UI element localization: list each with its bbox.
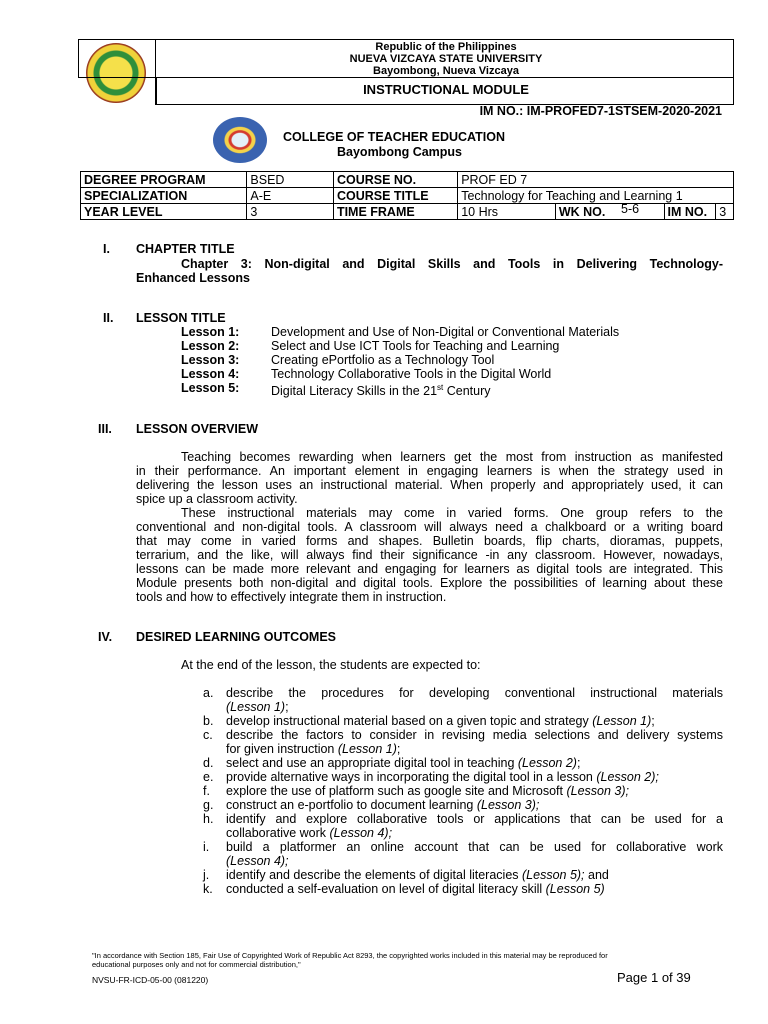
list-item [203,882,723,896]
list-item [181,353,495,367]
item-text: identify and explore collaborative tools or applications that can be used for a [226,812,723,826]
paragraph-line: that may come in varied forms and shapes. Bulletin boards, flip charts, dioramas, puppets, [136,534,723,548]
specialization-value: A-E [247,188,334,204]
item-text: build a platformer an online account that can be used for collaborative work [226,840,723,854]
paragraph-line: in their performance. An important element in engaging learners is when the strategy used in [136,464,723,478]
paragraph-line: lessons can be made more relevant and engaging for learners as digital tools are integrated. This [136,562,723,576]
item-punct: ; [576,756,581,770]
lesson-label: Lesson 4: [181,367,240,381]
item-text-cont [226,700,289,714]
list-item [203,840,723,868]
list-item [181,367,552,381]
lesson-ref: (Lesson 1) [337,742,397,756]
item-text-main: select and use an appropriate digital tool in teaching [226,756,518,770]
item-letter: b. [203,714,214,728]
paragraph-line: terrarium, and the like, will always find their significance -in any classroom. However, nowadays, [136,548,723,562]
table-row [81,172,734,188]
lesson-ref: (Lesson 3); [476,798,540,812]
item-text: describe the procedures for developing conventional instructional materials [226,686,723,700]
item-text: describe the factors to consider in revising media selections and delivery systems [226,728,723,742]
time-frame-label: TIME FRAME [333,204,457,220]
paragraph-line: Module presents both non-digital and digital tools. Explore the possibilities of learning about these [136,576,723,590]
item-text [226,756,580,770]
section-4-number: IV. [98,630,113,644]
lesson-label: Lesson 5: [181,381,240,395]
item-text [226,798,539,812]
list-item [181,381,491,399]
outcomes-list [203,686,723,896]
section-2-title: LESSON TITLE [136,311,226,325]
year-level-value: 3 [247,204,334,220]
wk-no-value-display: 5-6 [621,202,640,216]
lesson-label: Lesson 1: [181,325,240,339]
item-text-main: identify and describe the elements of digital literacies [226,868,522,882]
header-republic-block [157,41,735,77]
footnote-line: "In accordance with Section 185, Fair Use of Copyrighted Work of Republic Act 8293, the copyrighted works included in this material may be reproduced for [92,951,608,960]
item-text [226,784,629,798]
overview-paragraph-1 [136,450,723,506]
chapter-title-line1: Chapter 3: Non-digital and Digital Skills and Tools in Delivering Technology- [181,257,723,271]
college-name: COLLEGE OF TEACHER EDUCATION [283,130,505,144]
section-3-title: LESSON OVERVIEW [136,422,259,436]
list-item [203,784,723,798]
lesson-label: Lesson 3: [181,353,240,367]
item-punct: ; [285,700,289,714]
section-1-title: CHAPTER TITLE [136,242,235,256]
section-1-number: I. [103,242,110,256]
course-no-value: PROF ED 7 [458,172,734,188]
course-no-label: COURSE NO. [333,172,457,188]
paragraph-line: conventional and non-digital tools. A classroom will always need a chalkboard or a writing board [136,520,723,534]
item-text [226,868,609,882]
item-text-main: for given instruction [226,742,338,756]
header-republic: Republic of the Philippines [375,41,517,53]
item-text-main: conducted a self-evaluation on level of digital literacy skill [226,882,546,896]
course-title-value: Technology for Teaching and Learning 1 [458,188,734,204]
form-code: NVSU-FR-ICD-05-00 (081220) [92,975,209,985]
item-text [226,714,655,728]
time-frame-value: 10 Hrs [458,204,556,220]
item-text-main: explore the use of platform such as google site and Microsoft [226,784,567,798]
item-punct: ; [651,714,655,728]
section-2-number: II. [103,311,114,325]
item-punct: ; [396,742,401,756]
item-letter: g. [203,798,214,812]
document-header [78,39,734,105]
lesson-ref: (Lesson 5); [522,868,585,882]
campus-name: Bayombong Campus [337,145,463,159]
item-text-main: construct an e-portfolio to document learning [226,798,477,812]
list-item [203,756,723,770]
outcomes-intro: At the end of the lesson, the students are expected to: [181,658,481,672]
list-item [181,339,560,353]
course-title-label: COURSE TITLE [333,188,457,204]
item-letter: j. [203,868,210,882]
list-item [203,686,723,714]
item-text [226,770,659,784]
lesson-ref: (Lesson 1) [226,700,286,714]
paragraph-line: spice up a classroom activity. [136,492,298,506]
lesson-ref: (Lesson 1) [592,714,652,728]
im-no-value: 3 [716,204,734,220]
paragraph-line: Teaching becomes rewarding when learners get the most from instruction as manifested [181,450,723,464]
lesson-title [271,381,491,398]
lesson-ref: (Lesson 2); [596,770,659,784]
degree-program-value: BSED [247,172,334,188]
list-item [203,798,723,812]
footnote-line: educational purposes only and not for commercial distribution," [92,960,301,969]
item-text-cont [226,854,289,868]
lesson-ref: (Lesson 2) [517,756,577,770]
item-letter: f. [203,784,210,798]
overview-paragraph-2 [136,506,723,604]
section-4-title: DESIRED LEARNING OUTCOMES [136,630,337,644]
list-item [203,812,723,840]
section-3-number: III. [98,422,112,436]
paragraph-line: tools and how to effectively integrate them in instruction. [136,590,447,604]
header-address: Bayombong, Nueva Vizcaya [373,65,519,77]
lesson-title: Technology Collaborative Tools in the Digital World [271,367,552,381]
item-text-cont [226,826,392,840]
module-title: INSTRUCTIONAL MODULE [363,82,529,97]
header-university: NUEVA VIZCAYA STATE UNIVERSITY [349,53,543,65]
im-number: IM NO.: IM-PROFED7-1STSEM-2020-2021 [479,104,722,118]
list-item [203,868,723,882]
item-punct: and [584,868,609,882]
list-item [203,714,723,728]
lesson-title-end: Century [443,384,491,399]
list-item [203,728,723,756]
item-text-main: collaborative work [226,826,330,840]
lesson-ref: (Lesson 3); [566,784,629,798]
specialization-label: SPECIALIZATION [81,188,247,204]
item-text-cont [226,742,400,756]
lesson-title: Development and Use of Non-Digital or Conventional Materials [271,325,620,339]
item-letter: i. [203,840,210,854]
lesson-ref: (Lesson 5) [545,882,605,896]
year-level-label: YEAR LEVEL [81,204,247,220]
lesson-title-text: Digital Literacy Skills in the 21 [271,384,438,399]
superscript: st [437,383,444,392]
header-title-box [156,77,734,105]
lesson-ref: (Lesson 4); [329,826,393,840]
paragraph-line: These instructional materials may come in varied forms. One group refers to the [181,506,723,520]
lesson-title: Creating ePortfolio as a Technology Tool [271,353,495,367]
paragraph-line: delivering the lesson uses an instructional material. When properly and appropriately used, it can [136,478,723,492]
item-text-main: provide alternative ways in incorporating the digital tool in a lesson [226,770,597,784]
item-letter: c. [203,728,213,742]
item-text [226,882,605,896]
list-item [181,325,620,339]
item-letter: e. [203,770,214,784]
item-letter: a. [203,686,214,700]
wk-no-label: WK NO. [555,204,664,220]
lesson-label: Lesson 2: [181,339,240,353]
degree-program-label: DEGREE PROGRAM [81,172,247,188]
list-item [203,770,723,784]
item-letter: d. [203,756,214,770]
item-text-main: develop instructional material based on a given topic and strategy [226,714,593,728]
lesson-ref: (Lesson 4); [226,854,289,868]
item-letter: h. [203,812,214,826]
lesson-title: Select and Use ICT Tools for Teaching and Learning [271,339,560,353]
chapter-title-line2: Enhanced Lessons [136,271,250,285]
college-seal-logo [213,117,267,163]
im-no-label: IM NO. [664,204,716,220]
page-number: Page 1 of 39 [617,970,691,985]
header-top-box [78,39,734,78]
item-letter: k. [203,882,213,896]
copyright-footnote [92,951,732,969]
